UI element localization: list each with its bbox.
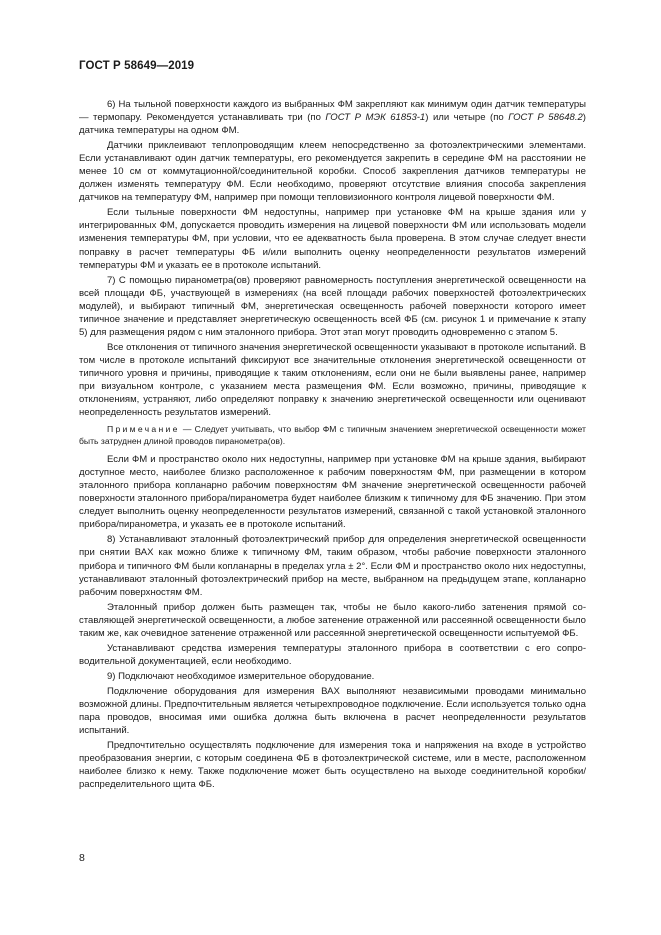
paragraph-step-6: 6) На тыльной поверхности каждого из выбранных ФМ закрепляют как минимум один датчик температуры — термопару. Рекомендуется устанавливать три (по ГОСТ Р МЭК 61853-1) или четыре (по ГОСТ Р 58648.2) датчика температуры на одном ФМ.	[79, 99, 586, 137]
paragraph-step-7: 7) С помощью пиранометра(ов) проверяют равномерность поступления энергетической освещенности на всей площади ФБ, участвующей в измерениях (на всей площади рабочих поверхностей фотоэлектрических модулей), и выбирают типичный ФМ, энергетическая освещенность рабочей поверхности которого имеет типичное значение и представляет энергетическую освещенность всей ФБ (см. рисунок 1 и примечание к этапу 5) для размещения рядом с ним эталонного прибора. Этот этап могут проводить одновременно с этапом 5.	[79, 274, 586, 338]
standard-reference: ГОСТ Р 58648.2	[508, 112, 583, 124]
paragraph: Датчики приклеивают теплопроводящим клеем непосредственно за фотоэлектрическими элементами. Если устанавливают один датчик температуры, его рекомендуется закрепить в середине ФМ на расстоянии не менее 10 см от коммутационной/соединительной коробки. Способ закрепления датчиков температуры не должен изменять температуру ФМ. Если необходимо, проверяют отсутствие влияния способа закрепления датчиков на температуру ФМ, например при помощи тепловизионного контроля лицевой поверхности ФМ.	[79, 140, 586, 204]
note-text: — Следует учитывать, что выбор ФМ с типичным значением энергетической освещенности может быть затруднен длиной проводов пиранометра(ов).	[79, 424, 586, 447]
note-label: Примечание	[107, 424, 180, 435]
paragraph: Предпочтительно осуществлять подключение для измерения тока и напряжения на входе в устройство преобразования энергии, с которым соединена ФБ в фотоэлектрической системе, или в месте, расположенном наиболее близко к нему. Также подключение может быть осуществлено на выходе соединительной коробки/распределительного щита ФБ.	[79, 740, 586, 791]
document-header: ГОСТ Р 58649—2019	[79, 60, 195, 72]
paragraph: Устанавливают средства измерения температуры эталонного прибора в соответствии с его сопроводительной документацией, если необходимо.	[79, 642, 586, 667]
paragraph: Эталонный прибор должен быть размещен так, чтобы не было какого-либо затенения прямой составляющей энергетической освещенности, а любое затенение отраженной или рассеянной освещенности было таким же, как очевидное затенение отраженной или рассеянной энергетической освещенности испытуемой ФБ.	[79, 601, 586, 639]
paragraph-step-8: 8) Устанавливают эталонный фотоэлектрический прибор для определения энергетической освещенности при снятии ВАХ как можно ближе к типичному ФМ, таким образом, чтобы рабочие поверхности эталонного прибора и типичного ФМ были копланарны в пределах угла ± 2°. Если ФМ и пространство около них недоступны, устанавливают эталонный фотоэлектрический прибор на месте, выбранном на предыдущем этапе, копланарно рабочим поверхностям ФМ.	[79, 534, 586, 598]
paragraph: Если тыльные поверхности ФМ недоступны, например при установке ФМ на крыше здания или у интегрированных ФМ, допускается проводить измерения на лицевой поверхности ФМ или использовать модели изменения температуры ФМ, при условии, что ее адекватность была проверена. В этом случае следует внести поправку в расчет температуры ФБ и/или выполнить оценку неопределенности результатов измерений температуры ФМ и указать ее в протоколе испытаний.	[79, 207, 586, 271]
paragraph-step-9: 9) Подключают необходимое измерительное оборудование.	[107, 670, 375, 682]
document-body	[79, 98, 586, 793]
paragraph: Все отклонения от типичного значения энергетической освещенности указывают в протоколе испытаний. В том числе в протоколе испытаний фиксируют все значительные отклонения энергетической освещенности от типичного уровня и причины, приводящие к таким отклонениям, если они не были выявлены ранее, например при визуальном контроле, с указанием места размещения ФМ. Если возможно, причины, приводящие к отклонениям, устраняют, либо определяют поправку к значению энергетической освещенности или оценивают неопределенность результатов измерений.	[79, 341, 586, 419]
page-number: 8	[79, 852, 85, 864]
paragraph: Подключение оборудования для измерения ВАХ выполняют независимыми проводами минимально возможной длины. Предпочтительным является четырехпроводное подключение. Если используется только одна пара проводов, вносимая ими ошибка должна быть включена в расчет неопределенности результатов испытаний.	[79, 685, 586, 737]
note	[79, 423, 586, 447]
paragraph: Если ФМ и пространство около них недоступны, например при установке ФМ на крыше здания, выбирают доступное место, наиболее близко расположенное к рабочим поверхностям ФМ, при размещении в котором эталонного прибора копланарно рабочим поверхностям ФМ значение энергетической освещенности рабочей поверхности эталонного прибора/пиранометра будет наиболее близким к типичному для ФБ значению. При этом следует выполнить оценку неопределенности результатов измерений, связанной с такой установкой эталонного прибора/пиранометра, и указать ее в протоколе испытаний.	[79, 454, 586, 531]
standard-reference: ГОСТ Р МЭК 61853-1	[325, 112, 426, 124]
